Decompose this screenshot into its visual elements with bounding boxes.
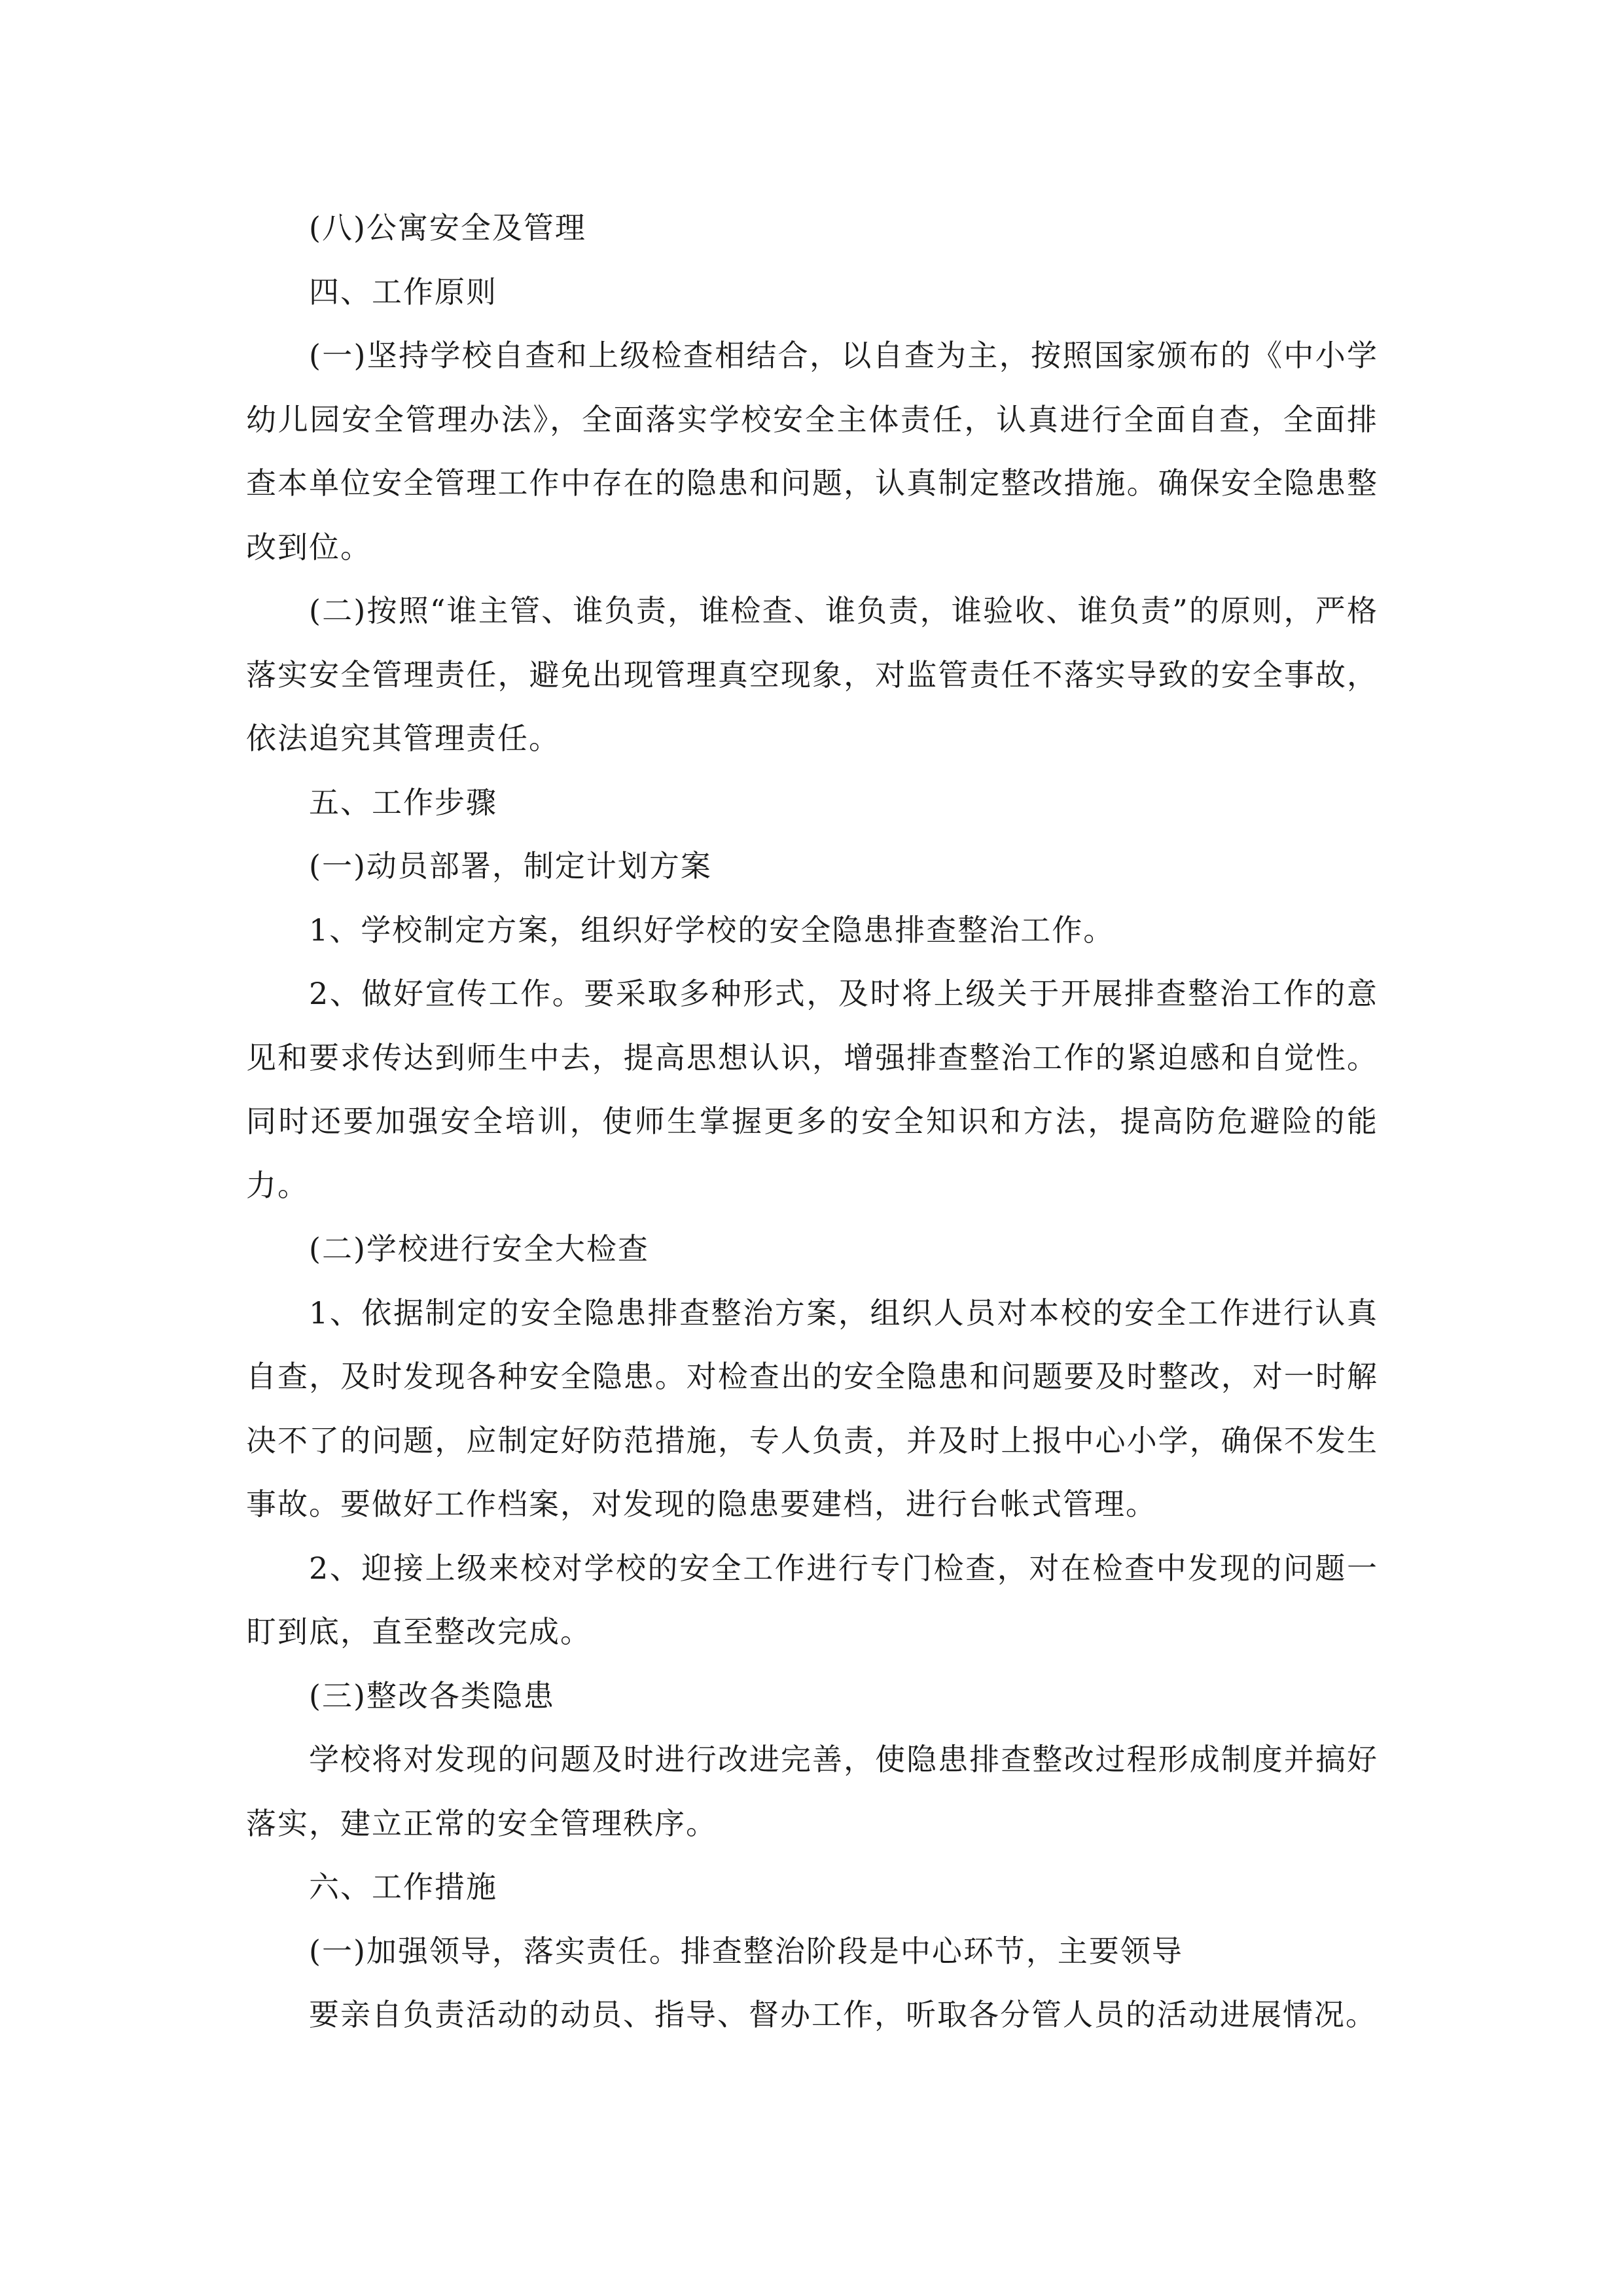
paragraph-step-1-1: 1、学校制定方案，组织好学校的安全隐患排查整治工作。	[309, 912, 1115, 948]
paragraph-step-2-2: 2、迎接上级来校对学校的安全工作进行专门检查，对在检查中发现的问题一盯到底，直至整改完成。	[246, 1550, 1378, 1649]
paragraph-step-1-2: 2、做好宣传工作。要采取多种形式，及时将上级关于开展排查整治工作的意见和要求传达到师生中去，提高思想认识，增强排查整治工作的紧迫感和自觉性。同时还要加强安全培训，使师生掌握更多的安全知识和方法，提高防危避险的能力。	[246, 976, 1378, 1203]
subheading-rectification: (三)整改各类隐患	[309, 1677, 555, 1713]
heading-work-measures: 六、工作措施	[309, 1869, 497, 1905]
paragraph-rectification: 学校将对发现的问题及时进行改进完善，使隐患排查整改过程形成制度并搞好落实，建立正常的安全管理秩序。	[246, 1742, 1378, 1841]
document-body	[246, 196, 1378, 2047]
paragraph-apartment-safety: (八)公寓安全及管理	[309, 210, 586, 245]
paragraph-step-2-1: 1、依据制定的安全隐患排查整治方案，组织人员对本校的安全工作进行认真自查，及时发现各种安全隐患。对检查出的安全隐患和问题要及时整改，对一时解决不了的问题，应制定好防范措施，专人负责，并及时上报中心小学，确保不发生事故。要做好工作档案，对发现的隐患要建档，进行台帐式管理。	[246, 1295, 1378, 1522]
paragraph-measure-1: (一)加强领导，落实责任。排查整治阶段是中心环节，主要领导	[309, 1933, 1183, 1969]
paragraph-measure-1-cont: 要亲自负责活动的动员、指导、督办工作，听取各分管人员的活动进展情况。	[309, 1997, 1377, 2032]
subheading-inspection: (二)学校进行安全大检查	[309, 1231, 649, 1266]
paragraph-principle-2: (二)按照“谁主管、谁负责，谁检查、谁负责，谁验收、谁负责”的原则，严格落实安全管理责任，避免出现管理真空现象，对监管责任不落实导致的安全事故，依法追究其管理责任。	[246, 593, 1378, 756]
subheading-mobilization: (一)动员部署，制定计划方案	[309, 848, 712, 884]
paragraph-principle-1: (一)坚持学校自查和上级检查相结合，以自查为主，按照国家颁布的《中小学幼儿园安全管理办法》，全面落实学校安全主体责任，认真进行全面自查，全面排查本单位安全管理工作中存在的隐患和问题，认真制定整改措施。确保安全隐患整改到位。	[246, 338, 1378, 565]
heading-work-steps: 五、工作步骤	[309, 784, 497, 820]
heading-work-principles: 四、工作原则	[309, 274, 497, 310]
